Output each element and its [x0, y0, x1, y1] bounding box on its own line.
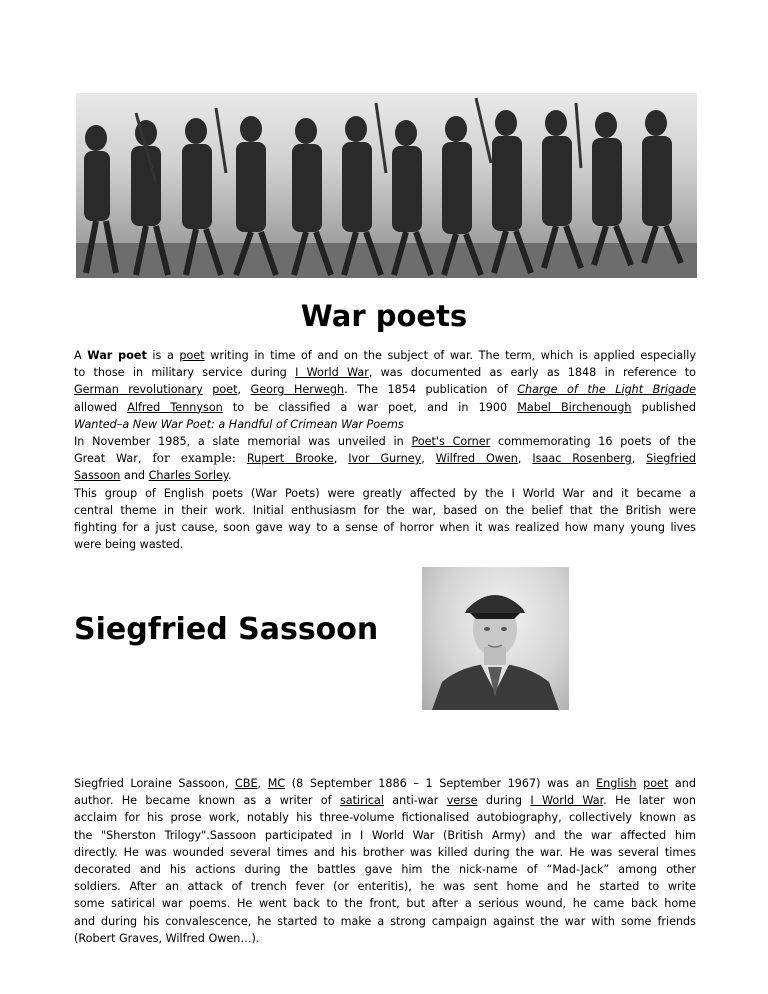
book-title: Wanted–a New War Poet: a Handful of Crimean War Poems	[74, 417, 404, 431]
link-mc[interactable]: MC	[267, 777, 286, 790]
link-alfred-tennyson[interactable]: Alfred Tennyson	[127, 400, 223, 414]
header-photo-soldiers	[76, 93, 697, 278]
link-mabel-birchenough[interactable]: Mabel Birchenough	[517, 400, 632, 414]
page-title: War poets	[300, 299, 468, 333]
link-poets-corner[interactable]: Poet's Corner	[411, 435, 491, 449]
link-verse[interactable]: verse	[446, 794, 478, 808]
link-poet-3[interactable]: poet	[643, 777, 669, 790]
link-sassoon[interactable]: Sassoon	[74, 469, 121, 483]
link-german-revolutionary[interactable]: German revolutionary	[74, 383, 203, 397]
link-wilfred-owen[interactable]: Wilfred Owen	[435, 452, 518, 466]
link-rupert-brooke[interactable]: Rupert Brooke	[246, 452, 334, 466]
section-title: Siegfried Sassoon	[74, 612, 379, 647]
link-georg-herwegh[interactable]: Georg Herwegh	[250, 383, 345, 397]
link-i-world-war[interactable]: I World War	[295, 366, 369, 380]
link-satirical[interactable]: satirical	[339, 794, 384, 808]
link-poet-2[interactable]: poet	[212, 383, 238, 397]
link-i-world-war-2[interactable]: I World War	[530, 794, 604, 808]
link-charles-sorley[interactable]: Charles Sorley	[148, 469, 228, 483]
bio-paragraph: Siegfried Loraine Sassoon, CBE, MC (8 September 1886 – 1 September 1967) was an English poet and author. He became known as a writer of satirical anti-war verse during I World War. He later won acclaim for his prose work, notably his three-volume fictionalised autobiography, collectively known as the "Sherston Trilogy".Sassoon participated in I World War (British Army) and the war affected him directly. He was wounded several times and his brother was killed during the war. He was several times decorated and his actions during the battles gave him the nick-name of “Mad-Jack” among other soldiers. After an attack of trench fever (or enteritis), he was sent home and he started to write some satirical war poems. He went back to the front, but after a serious wound, he came back home and during his convalescence, he started to make a strong campaign against the war with some friends (Robert Graves, Wilfred Owen…).	[74, 777, 696, 945]
link-english[interactable]: English	[596, 777, 637, 790]
link-isaac-rosenberg[interactable]: Isaac Rosenberg	[532, 452, 632, 466]
link-cbe[interactable]: CBE	[234, 777, 258, 790]
intro-paragraph: A War poet is a poet writing in time of and on the subject of war. The term, which is applied especially to those in military service during I World War, was documented as early as 1848 in reference to German revolutionary poet, Georg Herwegh. The 1854 publication of Charge of the Light Brigade allowed Alfred Tennyson to be classified a war poet, and in 1900 Mabel Birchenough published Wanted–a New War Poet: a Handful of Crimean War Poems In November 1985, a slate memorial was unveiled in Poet's Corner commemorating 16 poets of the Great War, for example: Rupert Brooke, Ivor Gurney, Wilfred Owen, Isaac Rosenberg, Siegfried Sassoon and Charles Sorley. This group of English poets (War Poets) were greatly affected by the I World War and it became a central theme in their work. Initial enthusiasm for the war, based on the belief that the British were fighting for a just cause, soon gave way to a sense of horror when it was realized how many young lives were being wasted.	[74, 349, 697, 552]
portrait-illustration	[422, 567, 569, 710]
link-charge-light-brigade[interactable]: Charge of the Light Brigade	[517, 383, 696, 397]
link-ivor-gurney[interactable]: Ivor Gurney	[348, 452, 422, 466]
soldiers-illustration	[76, 93, 697, 278]
portrait-photo-sassoon	[422, 567, 569, 710]
link-poet[interactable]: poet	[179, 349, 205, 362]
link-siegfried[interactable]: Siegfried	[646, 452, 696, 466]
